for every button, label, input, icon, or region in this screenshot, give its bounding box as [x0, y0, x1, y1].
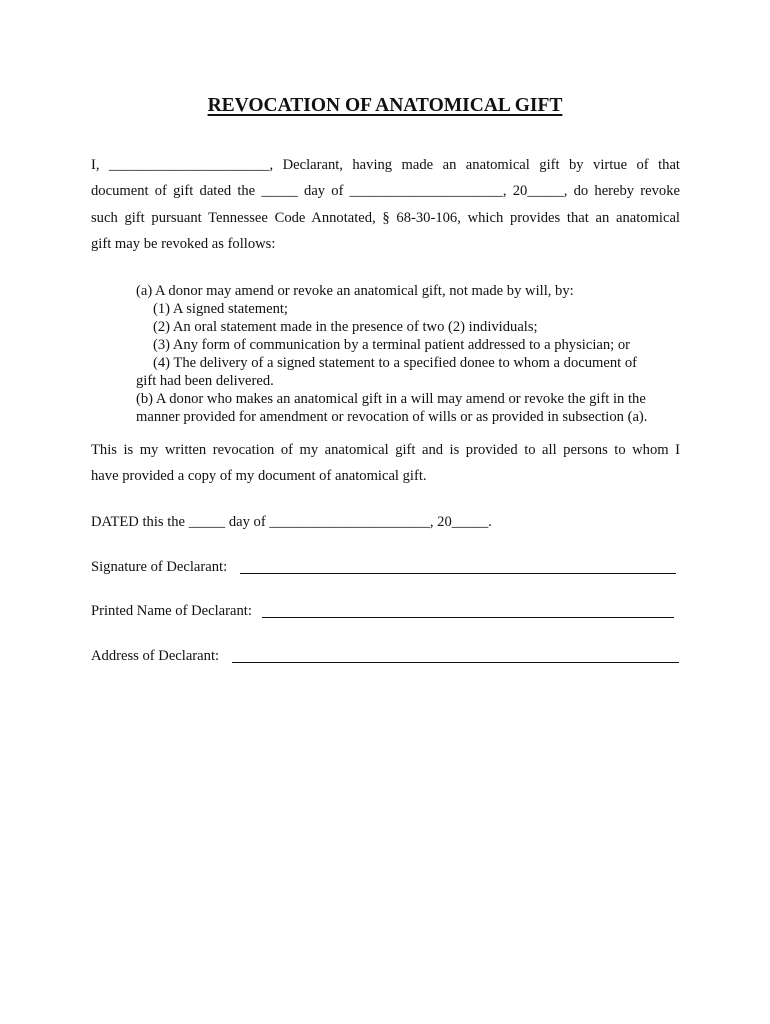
intro-line-2: document of gift dated the _____ day of _____________________, 20_____, do hereby revoke	[91, 183, 680, 200]
signature-field[interactable]	[240, 573, 676, 574]
printed-name-field[interactable]	[262, 617, 674, 618]
address-label: Address of Declarant:	[91, 648, 220, 664]
dated-line: DATED this the _____ day of ______________________, 20_____.	[91, 514, 492, 530]
address-field[interactable]	[232, 662, 679, 663]
statute-line-b-cont: manner provided for amendment or revocation of wills or as provided in subsection (a).	[136, 409, 648, 425]
closing-line-2: have provided a copy of my document of anatomical gift.	[91, 468, 427, 485]
statute-line-4: (4) The delivery of a signed statement to a specified donee to whom a document of	[153, 355, 638, 371]
statute-line-b: (b) A donor who makes an anatomical gift in a will may amend or revoke the gift in the	[136, 391, 646, 407]
statute-line-1: (1) A signed statement;	[153, 301, 288, 317]
document-title	[0, 94, 770, 118]
statute-line-4-cont: gift had been delivered.	[136, 373, 274, 389]
intro-line-4: gift may be revoked as follows:	[91, 235, 276, 252]
document-title-text: REVOCATION OF ANATOMICAL GIFT	[207, 95, 563, 116]
signature-label: Signature of Declarant:	[91, 559, 228, 575]
printed-name-label: Printed Name of Declarant:	[91, 603, 252, 619]
statute-line-2: (2) An oral statement made in the presence of two (2) individuals;	[153, 319, 538, 335]
closing-paragraph	[91, 437, 680, 490]
statute-line-a: (a) A donor may amend or revoke an anatomical gift, not made by will, by:	[136, 283, 574, 299]
intro-line-1: I, ______________________, Declarant, having made an anatomical gift by virtue of that	[91, 157, 680, 173]
intro-paragraph	[91, 152, 680, 257]
statute-quote	[136, 282, 681, 426]
intro-line-3: such gift pursuant Tennessee Code Annotated, § 68-30-106, which provides that an anatomical	[91, 209, 680, 226]
statute-line-3: (3) Any form of communication by a terminal patient addressed to a physician; or	[153, 337, 631, 353]
closing-line-1: This is my written revocation of my anatomical gift and is provided to all persons to whom I	[91, 442, 680, 458]
